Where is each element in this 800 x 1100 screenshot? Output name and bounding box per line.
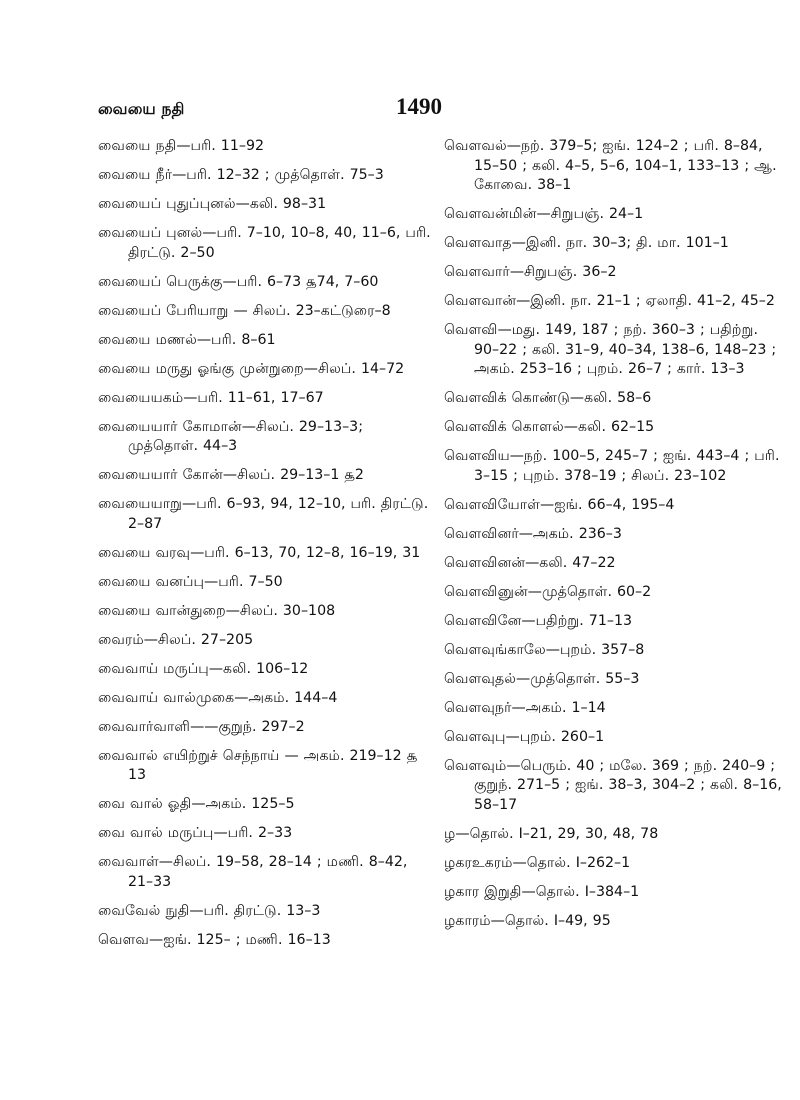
index-entry: வெளவார்—சிறுபஞ். 36–2 <box>444 264 617 280</box>
index-entry: வைவால் எயிற்றுச் செந்நாய் — அகம். 219–12 ௲ 13 <box>98 747 418 783</box>
index-entry: வெளவிக் கொண்டு—கலி. 58–6 <box>444 390 652 406</box>
index-entry: வெளவுபு—புறம். 260–1 <box>444 728 605 745</box>
index-entry: வெளவும்—பெரும். 40 ; மலே. 369 ; நற். 240–9 ; குறுந். 271–5 ; ஐங். 38–3, 304–2 ; கலி. 8–16, 58–17 <box>444 757 782 813</box>
index-entry: வெளவியோள்—ஐங். 66–4, 195–4 <box>444 496 675 513</box>
index-entry: வையைப் பேரியாறு — சிலப். 23–கட்டுரை–8 <box>98 302 391 319</box>
index-entry: வெளவல்—நற். 379–5; ஐங். 124–2 ; பரி. 8–84, 15–50 ; கலி. 4–5, 5–6, 104–1, 133–13 ; ஆ. கோவை. 38–1 <box>444 138 777 193</box>
index-entry: வைரம்—சிலப். 27–205 <box>98 631 254 648</box>
index-entry: வெளவி—மது. 149, 187 ; நற். 360–3 ; பதிற்று. 90–22 ; கலி. 31–9, 40–34, 138–6, 148–23 ; அகம். 253–16 ; புறம். 26–7 ; கார். 13–3 <box>444 322 777 377</box>
index-entry: ழகரஉகரம்—தொல். I–262–1 <box>444 854 631 871</box>
index-entry: வையையார் கோமான்—சிலப். 29–13–3; முத்தொள். 44–3 <box>98 418 363 454</box>
index-entry: வைவேல் நுதி—பரி. திரட்டு. 13–3 <box>98 902 321 919</box>
running-head: வையை நதி <box>98 100 185 118</box>
index-entry: வைவாள்—சிலப். 19–58, 28–14 ; மணி. 8–42, 21–33 <box>98 854 408 890</box>
index-entry: வைவாய் மருப்பு—கலி. 106–12 <box>98 660 309 677</box>
index-entry: வைவார்வாளி——குறுந். 297–2 <box>98 718 305 735</box>
index-entry: வையைப் பெருக்கு—பரி. 6–73 ௲74, 7–60 <box>98 273 379 290</box>
index-entry: வையை மருது ஓங்கு முன்றுறை—சிலப். 14–72 <box>98 360 405 377</box>
page-number: 1490 <box>396 94 442 119</box>
index-entry: வெளவாத—இனி. நா. 30–3; தி. மா. 101–1 <box>444 235 729 251</box>
index-entry: வெளவுங்காலே—புறம். 357–8 <box>444 641 645 658</box>
index-entry: வெளவ—ஐங். 125– ; மணி. 16–13 <box>98 931 331 948</box>
index-entry: வையை நதி—பரி. 11–92 <box>98 138 265 154</box>
index-entry: வையையாறு—பரி. 6–93, 94, 12–10, பரி. திரட்டு. 2–87 <box>98 496 429 532</box>
left-column <box>98 137 434 960</box>
index-entry: வெளவுநர்—அகம். 1–14 <box>444 699 606 716</box>
index-entry: வையை வான்துறை—சிலப். 30–108 <box>98 602 336 619</box>
index-entry: வெளவினே—பதிற்று. 71–13 <box>444 612 632 629</box>
index-entry: வையைப் புனல்—பரி. 7–10, 10–8, 40, 11–6, பரி. திரட்டு. 2–50 <box>98 225 431 261</box>
index-entry: வையையார் கோன்—சிலப். 29–13–1 ௲2 <box>98 467 364 483</box>
index-entry: வைவாய் வால்முகை—அகம். 144–4 <box>98 689 338 706</box>
index-entry: வையை மணல்—பரி. 8–61 <box>98 331 276 348</box>
index-entry: வையைப் புதுப்புனல்—கலி. 98–31 <box>98 196 327 212</box>
index-entry: ழகார இறுதி—தொல். I–384–1 <box>444 883 640 900</box>
index-entry: வெளவான்—இனி. நா. 21–1 ; ஏலாதி. 41–2, 45–2 <box>444 293 775 309</box>
index-entry: வையை வரவு—பரி. 6–13, 70, 12–8, 16–19, 31 <box>98 544 421 561</box>
index-entry: வை வால் மருப்பு—பரி. 2–33 <box>98 825 293 841</box>
index-entry: வை வால் ஓதி—அகம். 125–5 <box>98 796 295 812</box>
index-entry: வையை நீர்—பரி. 12–32 ; முத்தொள். 75–3 <box>98 167 384 183</box>
index-entry: வெளவிக் கொளல்—கலி. 62–15 <box>444 419 655 435</box>
index-entry: வையை வனப்பு—பரி. 7–50 <box>98 573 283 590</box>
right-column <box>444 137 784 941</box>
index-entry: ழ—தொல். I–21, 29, 30, 48, 78 <box>444 825 659 842</box>
index-entry: வெளவினுன்—முத்தொள். 60–2 <box>444 583 652 600</box>
index-entry: வையையகம்—பரி. 11–61, 17–67 <box>98 389 324 406</box>
index-entry: ழகாரம்—தொல். I–49, 95 <box>444 912 611 929</box>
index-entry: வெளவிய—நற். 100–5, 245–7 ; ஐங். 443–4 ; பரி. 3–15 ; புறம். 378–19 ; சிலப். 23–102 <box>444 448 780 484</box>
index-entry: வெளவன்மின்—சிறுபஞ். 24–1 <box>444 206 644 222</box>
index-entry: வெளவுதல்—முத்தொள். 55–3 <box>444 670 640 687</box>
index-entry: வெளவினர்—அகம். 236–3 <box>444 525 622 542</box>
index-entry: வெளவினன்—கலி. 47–22 <box>444 554 616 571</box>
